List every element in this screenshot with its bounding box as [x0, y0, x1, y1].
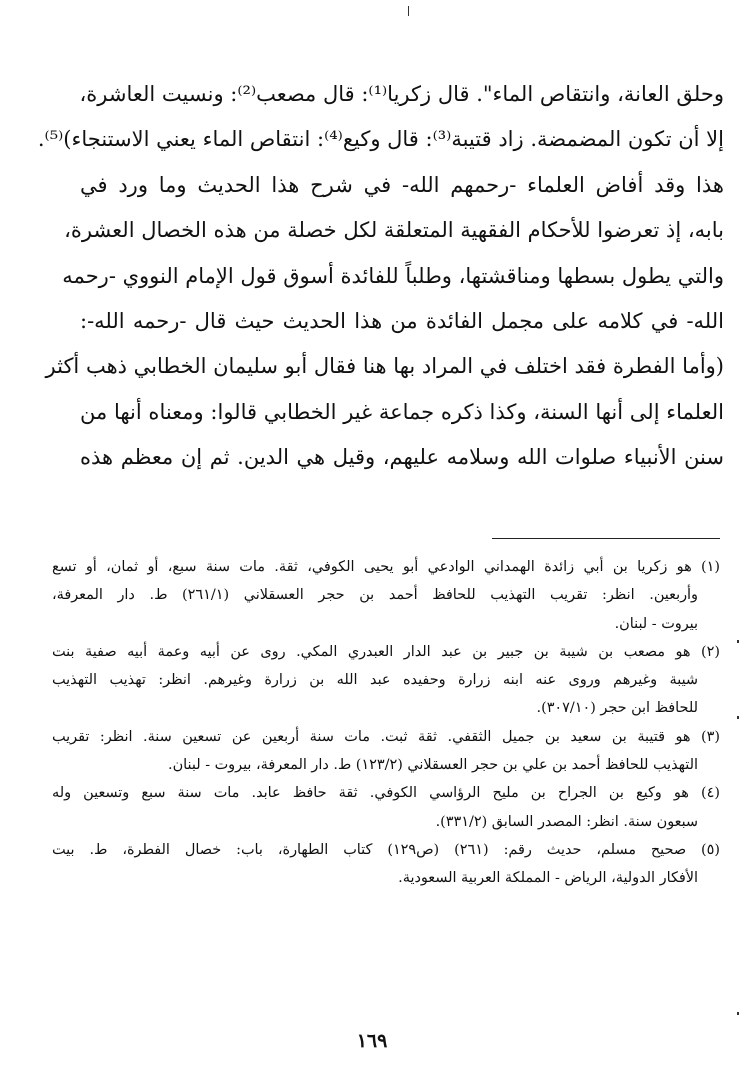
footnote-line: بيروت - لبنان.	[614, 615, 698, 632]
main-paragraph	[37, 72, 724, 481]
scan-speck	[408, 6, 409, 16]
footnote-4	[52, 779, 720, 836]
main-line: العلماء إلى أنها السنة، وكذا ذكره جماعة غير الخطابي قالوا: ومعناه أنها من	[80, 399, 724, 424]
footnote-line: التهذيب للحافظ أحمد بن علي بن حجر العسقلاني (١٢٣/٢) ط. دار المعرفة، بيروت - لبنان.	[168, 757, 698, 774]
footnote-line: وأربعين. انظر: تقريب التهذيب للحافظ أحمد بن حجر العسقلاني (٢٦١/١) ط. دار المعرفة،	[52, 587, 698, 604]
footnote-line: (٥) صحيح مسلم، حديث رقم: (٢٦١) (ص١٢٩) كتاب الطهارة، باب: خصال الفطرة، ط. بيت	[52, 841, 720, 858]
main-line: إلا أن تكون المضمضة. زاد قتيبة⁽³⁾: قال وكيع⁽⁴⁾: انتقاص الماء يعني الاستنجاء)⁽⁵⁾.	[37, 127, 724, 152]
footnote-1	[52, 553, 720, 638]
main-line: هذا وقد أفاض العلماء -رحمهم الله- في شرح هذا الحديث وما ورد في	[80, 172, 724, 197]
footnote-divider	[492, 538, 720, 539]
main-line: الله- في كلامه على مجمل الفائدة من هذا الحديث حيث قال -رحمه الله-:	[80, 309, 724, 334]
footnote-line: (٣) هو قتيبة بن سعيد بن جميل الثقفي. ثقة ثبت. مات سنة أربعين عن تسعين سنة. انظر: تقريب	[52, 728, 720, 745]
footnote-line: للحافظ ابن حجر (٣٠٧/١٠).	[536, 700, 698, 717]
footnote-line: (٢) هو مصعب بن شيبة بن جبير بن عبد الدار العبدري المكي. روى عن أبيه وعمة أبيه صفية بنت	[52, 643, 720, 660]
main-line: وحلق العانة، وانتقاص الماء". قال زكريا⁽¹⁾: قال مصعب⁽²⁾: ونسيت العاشرة،	[79, 82, 724, 106]
footnote-5	[52, 836, 720, 893]
main-line: والتي يطول بسطها ومناقشتها، وطلباً للفائدة أسوق قول الإمام النووي -رحمه	[62, 263, 724, 288]
main-text	[37, 72, 724, 481]
footnote-3	[52, 723, 720, 780]
footnote-line: شيبة وغيرهم وروى عنه ابنه زرارة وحفيده عبد الله بن زرارة وغيرهم. انظر: تهذيب التهذيب	[52, 672, 698, 689]
page-number: ١٦٩	[356, 1030, 388, 1052]
footnote-2	[52, 638, 720, 723]
main-line: سنن الأنبياء صلوات الله وسلامه عليهم، وقيل هي الدين. ثم إن معظم هذه	[80, 445, 724, 470]
main-line: (وأما الفطرة فقد اختلف في المراد بها هنا فقال أبو سليمان الخطابي ذهب أكثر	[45, 354, 724, 379]
footnotes	[52, 553, 720, 893]
footnote-line: (٤) هو وكيع بن الجراح بن مليح الرؤاسي الكوفي. ثقة حافظ عابد. مات سنة سبع وتسعين وله	[52, 785, 720, 802]
scan-speck	[737, 1012, 739, 1015]
footnote-line: الأفكار الدولية، الرياض - المملكة العربية السعودية.	[398, 870, 698, 887]
main-line: بابه، إذ تعرضوا للأحكام الفقهية المتعلقة لكل خصلة من هذه الخصال العشرة،	[64, 218, 724, 243]
scan-speck	[737, 716, 739, 719]
footnote-line: سبعون سنة. انظر: المصدر السابق (٣٣١/٢).	[435, 813, 698, 830]
scan-speck	[737, 640, 739, 643]
footnote-line: (١) هو زكريا بن أبي زائدة الهمداني الوادعي أبو يحيى الكوفي، ثقة. مات سنة سبع، أو ثمان، أو تسع	[52, 559, 720, 575]
